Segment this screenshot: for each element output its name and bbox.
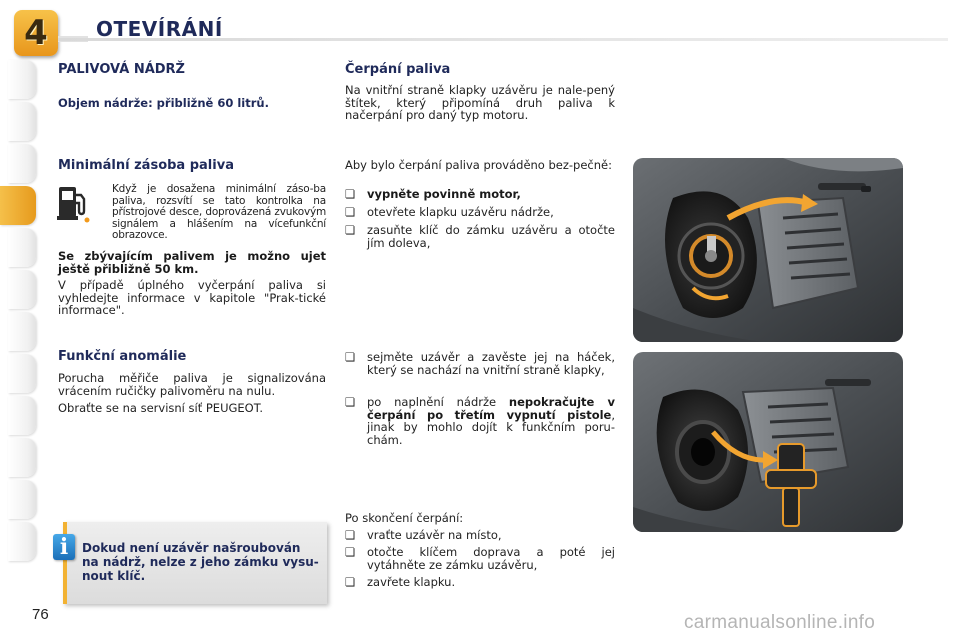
chapter-tab-4-active[interactable]: [0, 186, 36, 225]
bullet-icon: ❏: [345, 575, 356, 589]
step-insert-key-text: zasuňte klíč do zámku uzávěru a otočte jím doleva,: [367, 223, 615, 250]
chapter-tab-1[interactable]: [8, 60, 36, 99]
info-icon: i: [53, 534, 75, 560]
step-stop-pumping-pre: po naplnění nádrže: [367, 395, 509, 409]
refuel-title: Čerpání paliva: [345, 62, 451, 77]
chapter-title: OTEVÍRÁNÍ: [96, 17, 223, 41]
chapter-tab-8[interactable]: [8, 354, 36, 393]
chapter-tab-12[interactable]: [8, 522, 36, 561]
section-title: PALIVOVÁ NÁDRŽ: [58, 62, 185, 77]
fuel-flap-key-photo: [633, 158, 903, 342]
step-stop-pumping-bold: nepokračujte v čerpání po třetím vypnutí pistole: [367, 395, 615, 422]
min-reserve-title: Minimální zásoba paliva: [58, 158, 234, 173]
step-close-flap-text: zavřete klapku.: [367, 575, 456, 589]
step-close-flap: [345, 576, 615, 589]
step-open-flap-text: otevřete klapku uzávěru nádrže,: [367, 205, 554, 219]
info-text: Dokud není uzávěr našroubován na nádrž, nelze z jeho zámku vysu-nout klíč.: [82, 541, 319, 583]
step-turn-key: [345, 546, 615, 571]
bullet-icon: ❏: [345, 545, 356, 559]
label-text: Na vnitřní straně klapky uzávěru je nale-pený štítek, který připomíná druh paliva k načerpání pro daný typ motoru.: [345, 83, 615, 122]
chapter-tab-2[interactable]: [8, 102, 36, 141]
step-stop-pumping: [345, 396, 615, 446]
malfunction-title: Funkční anomálie: [58, 349, 187, 364]
bullet-icon: ❏: [345, 395, 356, 409]
step-remove-cap-text: sejměte uzávěr a zavěste jej na háček, který se nachází na vnitřní straně klapky,: [367, 350, 615, 377]
step-open-flap: [345, 206, 615, 219]
watermark: carmanualsonline.info: [684, 612, 876, 633]
remaining-range: Se zbývajícím palivem je možno ujet ještě přibližně 50 km.: [58, 249, 326, 276]
malfunction-text: Porucha měřiče paliva je signalizována vrácením ručičky palivoměru na nulu.: [58, 371, 326, 398]
chapter-tab-7[interactable]: [8, 312, 36, 351]
bullet-icon: ❏: [345, 223, 356, 237]
bullet-icon: ❏: [345, 350, 356, 364]
step-turn-key-text: otočte klíčem doprava a poté jej vytáhněte ze zámku uzávěru,: [367, 545, 615, 572]
step-remove-cap: [345, 351, 615, 376]
step-replace-cap-text: vraťte uzávěr na místo,: [367, 528, 502, 542]
safety-intro: Aby bylo čerpání paliva prováděno bez-pečně:: [345, 158, 612, 172]
empty-tank-note: V případě úplného vyčerpání paliva si vyhledejte informace v kapitole "Prak-tické informace".: [58, 278, 326, 317]
step-stop-engine: [345, 188, 615, 201]
min-reserve-text-body: Když je dosažena minimální záso-ba paliva, rozsvítí se tato kontrolka na přístrojové desce, doprovázená zvukovým signálem a hlášením na vícefunkční obrazovce.: [112, 183, 326, 241]
page-number: 76: [32, 606, 49, 623]
step-replace-cap: [345, 529, 615, 542]
chapter-number-badge: [14, 10, 58, 56]
chapter-tab-6[interactable]: [8, 270, 36, 309]
bullet-icon: ❏: [345, 528, 356, 542]
chapter-tab-3[interactable]: [8, 144, 36, 183]
step-stop-pumping-post: , jinak by mohlo dojít k funkčním poru-chám.: [367, 407, 615, 447]
bullet-icon: ❏: [345, 187, 356, 201]
service-note: Obraťte se na servisní síť PEUGEOT.: [58, 401, 264, 415]
step-stop-engine-text: vypněte povinně motor,: [367, 187, 521, 201]
tank-capacity: Objem nádrže: přibližně 60 litrů.: [58, 96, 269, 110]
chapter-tab-5[interactable]: [8, 228, 36, 267]
after-refuel-title: Po skončení čerpání:: [345, 511, 464, 525]
chapter-tabs: [0, 60, 44, 564]
chapter-tab-10[interactable]: [8, 438, 36, 477]
step-insert-key: [345, 224, 615, 249]
bullet-icon: ❏: [345, 205, 356, 219]
chapter-number: 4: [24, 13, 48, 53]
chapter-tab-9[interactable]: [8, 396, 36, 435]
fuel-cap-hook-photo: [633, 352, 903, 532]
fuel-warning-icon: [56, 183, 90, 223]
min-reserve-text: [112, 184, 326, 242]
chapter-tab-11[interactable]: [8, 480, 36, 519]
